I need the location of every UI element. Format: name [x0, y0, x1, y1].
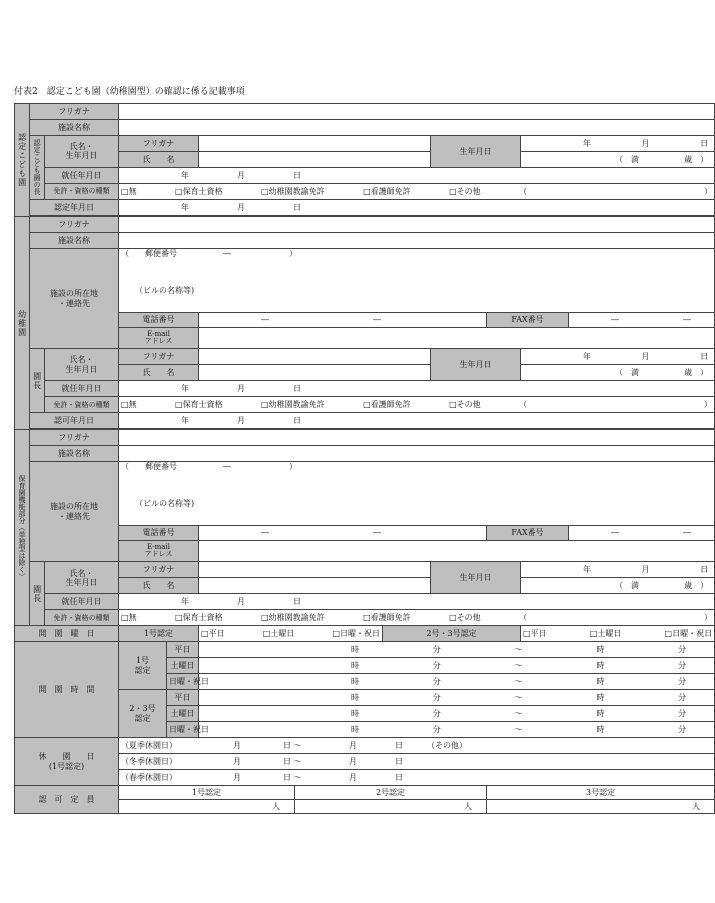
hours-cert1-saturday-field[interactable]: 時 分 ～ 時 分 — [199, 658, 715, 674]
section-yochien: 幼稚園 — [15, 216, 30, 429]
label-capacity-cert3: 3号認定 — [487, 786, 715, 800]
yochien-tel-field[interactable]: ― ― — [199, 312, 487, 327]
label-furigana-sub: フリガナ — [119, 349, 199, 365]
label-furigana: フリガナ — [30, 104, 119, 120]
hoikuen-email-field[interactable] — [199, 540, 715, 561]
label-opening-hours: 開 園 時 間 — [15, 642, 119, 738]
label-facility-name: 施設名称 — [30, 232, 119, 248]
form-title: 付表2 認定こども園（幼稚園型）の確認に係る記載事項 — [14, 87, 245, 97]
label-hours-cert23: 2・3号 認定 — [119, 690, 167, 738]
label-email: E-mail アドレス — [119, 540, 199, 561]
label-furigana: フリガナ — [30, 216, 119, 232]
label-capacity: 認 可 定 員 — [15, 786, 119, 814]
holiday-winter-field[interactable]: （冬季休園日） 月 日 ～ 月 日 — [119, 754, 715, 770]
label-email: E-mail アドレス — [119, 327, 199, 348]
form-frame — [14, 103, 713, 814]
yochien-head-appointed-field[interactable]: 年 月 日 — [119, 381, 715, 397]
kodomoen-head-birthdate-field[interactable]: 年 月 日 — [521, 135, 715, 151]
hoikuen-facility-name-field[interactable] — [119, 446, 715, 462]
label-name-birth: 氏名・ 生年月日 — [45, 135, 119, 167]
label-birthdate: 生年月日 — [431, 135, 521, 167]
section-yochien-head: 園長 — [30, 349, 45, 413]
label-certified-date: 認定年月日 — [30, 199, 119, 215]
label-birthdate: 生年月日 — [431, 562, 521, 594]
label-fax: FAX番号 — [487, 526, 569, 541]
label-shimei: 氏 名 — [119, 578, 199, 594]
yochien-head-birthdate-field[interactable]: 年 月 日 — [521, 349, 715, 365]
kodomoen-head-license-field[interactable]: □無 □保育士資格 □幼稚園教諭免許 □看護師免許 □その他 （ ） — [119, 183, 715, 199]
label-saturday: 土曜日 — [167, 658, 199, 674]
label-weekday: 平日 — [167, 642, 199, 658]
yochien-address-field[interactable]: （ 郵便番号 ― ） （ビルの名称等) — [119, 248, 715, 312]
label-appointed-date: 就任年月日 — [45, 594, 119, 610]
kodomoen-furigana-field[interactable] — [119, 104, 715, 120]
label-saturday: 土曜日 — [167, 706, 199, 722]
label-capacity-cert1: 1号認定 — [119, 786, 295, 800]
hoikuen-head-appointed-field[interactable]: 年 月 日 — [119, 594, 715, 610]
hours-cert1-sunday-field[interactable]: 時 分 ～ 時 分 — [199, 674, 715, 690]
label-furigana: フリガナ — [30, 430, 119, 446]
hoikuen-head-license-field[interactable]: □無 □保育士資格 □幼稚園教諭免許 □看護師免許 □その他 （ ） — [119, 610, 715, 626]
hoikuen-head-age-field[interactable]: （ 満 歳 ） — [521, 578, 715, 594]
capacity-cert2-field[interactable]: 人 — [295, 799, 487, 813]
label-name-birth: 氏名・ 生年月日 — [45, 562, 119, 594]
label-facility-name: 施設名称 — [30, 119, 119, 135]
label-shimei: 氏 名 — [119, 365, 199, 381]
kodomoen-facility-name-field[interactable] — [119, 119, 715, 135]
label-hours-cert1: 1号 認定 — [119, 642, 167, 690]
label-opening-days: 開 園 曜 日 — [15, 626, 119, 642]
hoikuen-head-name-field[interactable] — [199, 578, 431, 594]
kodomoen-head-name-field[interactable] — [199, 151, 431, 167]
yochien-head-age-field[interactable]: （ 満 歳 ） — [521, 365, 715, 381]
yochien-furigana-field[interactable] — [119, 216, 715, 232]
label-license-kind: 免許・資格の種類 — [45, 397, 119, 413]
yochien-approved-date-field[interactable]: 年 月 日 — [119, 413, 715, 429]
label-facility-name: 施設名称 — [30, 446, 119, 462]
kodomoen-head-age-field[interactable]: （ 満 歳 ） — [521, 151, 715, 167]
label-capacity-cert2: 2号認定 — [295, 786, 487, 800]
label-appointed-date: 就任年月日 — [45, 167, 119, 183]
hours-cert23-weekday-field[interactable]: 時 分 ～ 時 分 — [199, 690, 715, 706]
section-hoikuen-head: 園長 — [30, 562, 45, 626]
yochien-fax-field[interactable]: ― ― — [569, 312, 715, 327]
hours-cert23-sunday-field[interactable]: 時 分 ～ 時 分 — [199, 722, 715, 738]
label-name-birth: 氏名・ 生年月日 — [45, 349, 119, 381]
hours-cert23-saturday-field[interactable]: 時 分 ～ 時 分 — [199, 706, 715, 722]
label-address: 施設の所在地 ・連絡先 — [30, 462, 119, 562]
label-sunday: 日曜・祝日 — [167, 674, 199, 690]
label-address: 施設の所在地 ・連絡先 — [30, 248, 119, 348]
label-appointed-date: 就任年月日 — [45, 381, 119, 397]
label-opening-cert23: 2号・3号認定 — [383, 626, 521, 642]
label-tel: 電話番号 — [119, 526, 199, 541]
yochien-head-license-field[interactable]: □無 □保育士資格 □幼稚園教諭免許 □看護師免許 □その他 （ ） — [119, 397, 715, 413]
label-weekday: 平日 — [167, 690, 199, 706]
section-kodomoen-head: 認定こども園の長 — [30, 135, 45, 199]
hoikuen-tel-field[interactable]: ― ― — [199, 526, 487, 541]
section-hoikuen: 保育園機能部分（単独型は除く） — [15, 430, 30, 626]
yochien-head-furigana-field[interactable] — [199, 349, 431, 365]
opening-days-cert1-field[interactable]: □平日 □土曜日 □日曜・祝日 — [199, 626, 383, 642]
label-tel: 電話番号 — [119, 312, 199, 327]
capacity-cert3-field[interactable]: 人 — [487, 799, 715, 813]
label-fax: FAX番号 — [487, 312, 569, 327]
kodomoen-head-appointed-field[interactable]: 年 月 日 — [119, 167, 715, 183]
hoikuen-head-furigana-field[interactable] — [199, 562, 431, 578]
hoikuen-address-field[interactable]: （ 郵便番号 ― ） （ビルの名称等) — [119, 462, 715, 526]
label-license-kind: 免許・資格の種類 — [45, 183, 119, 199]
hoikuen-fax-field[interactable]: ― ― — [569, 526, 715, 541]
hoikuen-head-birthdate-field[interactable]: 年 月 日 — [521, 562, 715, 578]
yochien-facility-name-field[interactable] — [119, 232, 715, 248]
yochien-head-name-field[interactable] — [199, 365, 431, 381]
label-opening-cert1: 1号認定 — [119, 626, 199, 642]
kodomoen-certified-date-field[interactable]: 年 月 日 — [119, 199, 715, 215]
yochien-email-field[interactable] — [199, 327, 715, 348]
holiday-summer-field[interactable]: （夏季休園日） 月 日 ～ 月 日 （その他） — [119, 738, 715, 754]
label-furigana-sub: フリガナ — [119, 135, 199, 151]
label-furigana-sub: フリガナ — [119, 562, 199, 578]
label-shimei: 氏 名 — [119, 151, 199, 167]
capacity-cert1-field[interactable]: 人 — [119, 799, 295, 813]
label-approved-date: 認可年月日 — [30, 413, 119, 429]
hours-cert1-weekday-field[interactable]: 時 分 ～ 時 分 — [199, 642, 715, 658]
hoikuen-furigana-field[interactable] — [119, 430, 715, 446]
holiday-spring-field[interactable]: （春季休園日） 月 日 ～ 月 日 — [119, 770, 715, 786]
label-birthdate: 生年月日 — [431, 349, 521, 381]
label-holidays: 休 園 日 (1号認定) — [15, 738, 119, 786]
label-sunday: 日曜・祝日 — [167, 722, 199, 738]
kodomoen-head-furigana-field[interactable] — [199, 135, 431, 151]
label-license-kind: 免許・資格の種類 — [45, 610, 119, 626]
section-kodomoen: 認定こども園 — [15, 104, 30, 217]
opening-days-cert23-field[interactable]: □平日 □土曜日 □日曜・祝日 — [521, 626, 715, 642]
confirmation-form-table — [14, 103, 715, 814]
